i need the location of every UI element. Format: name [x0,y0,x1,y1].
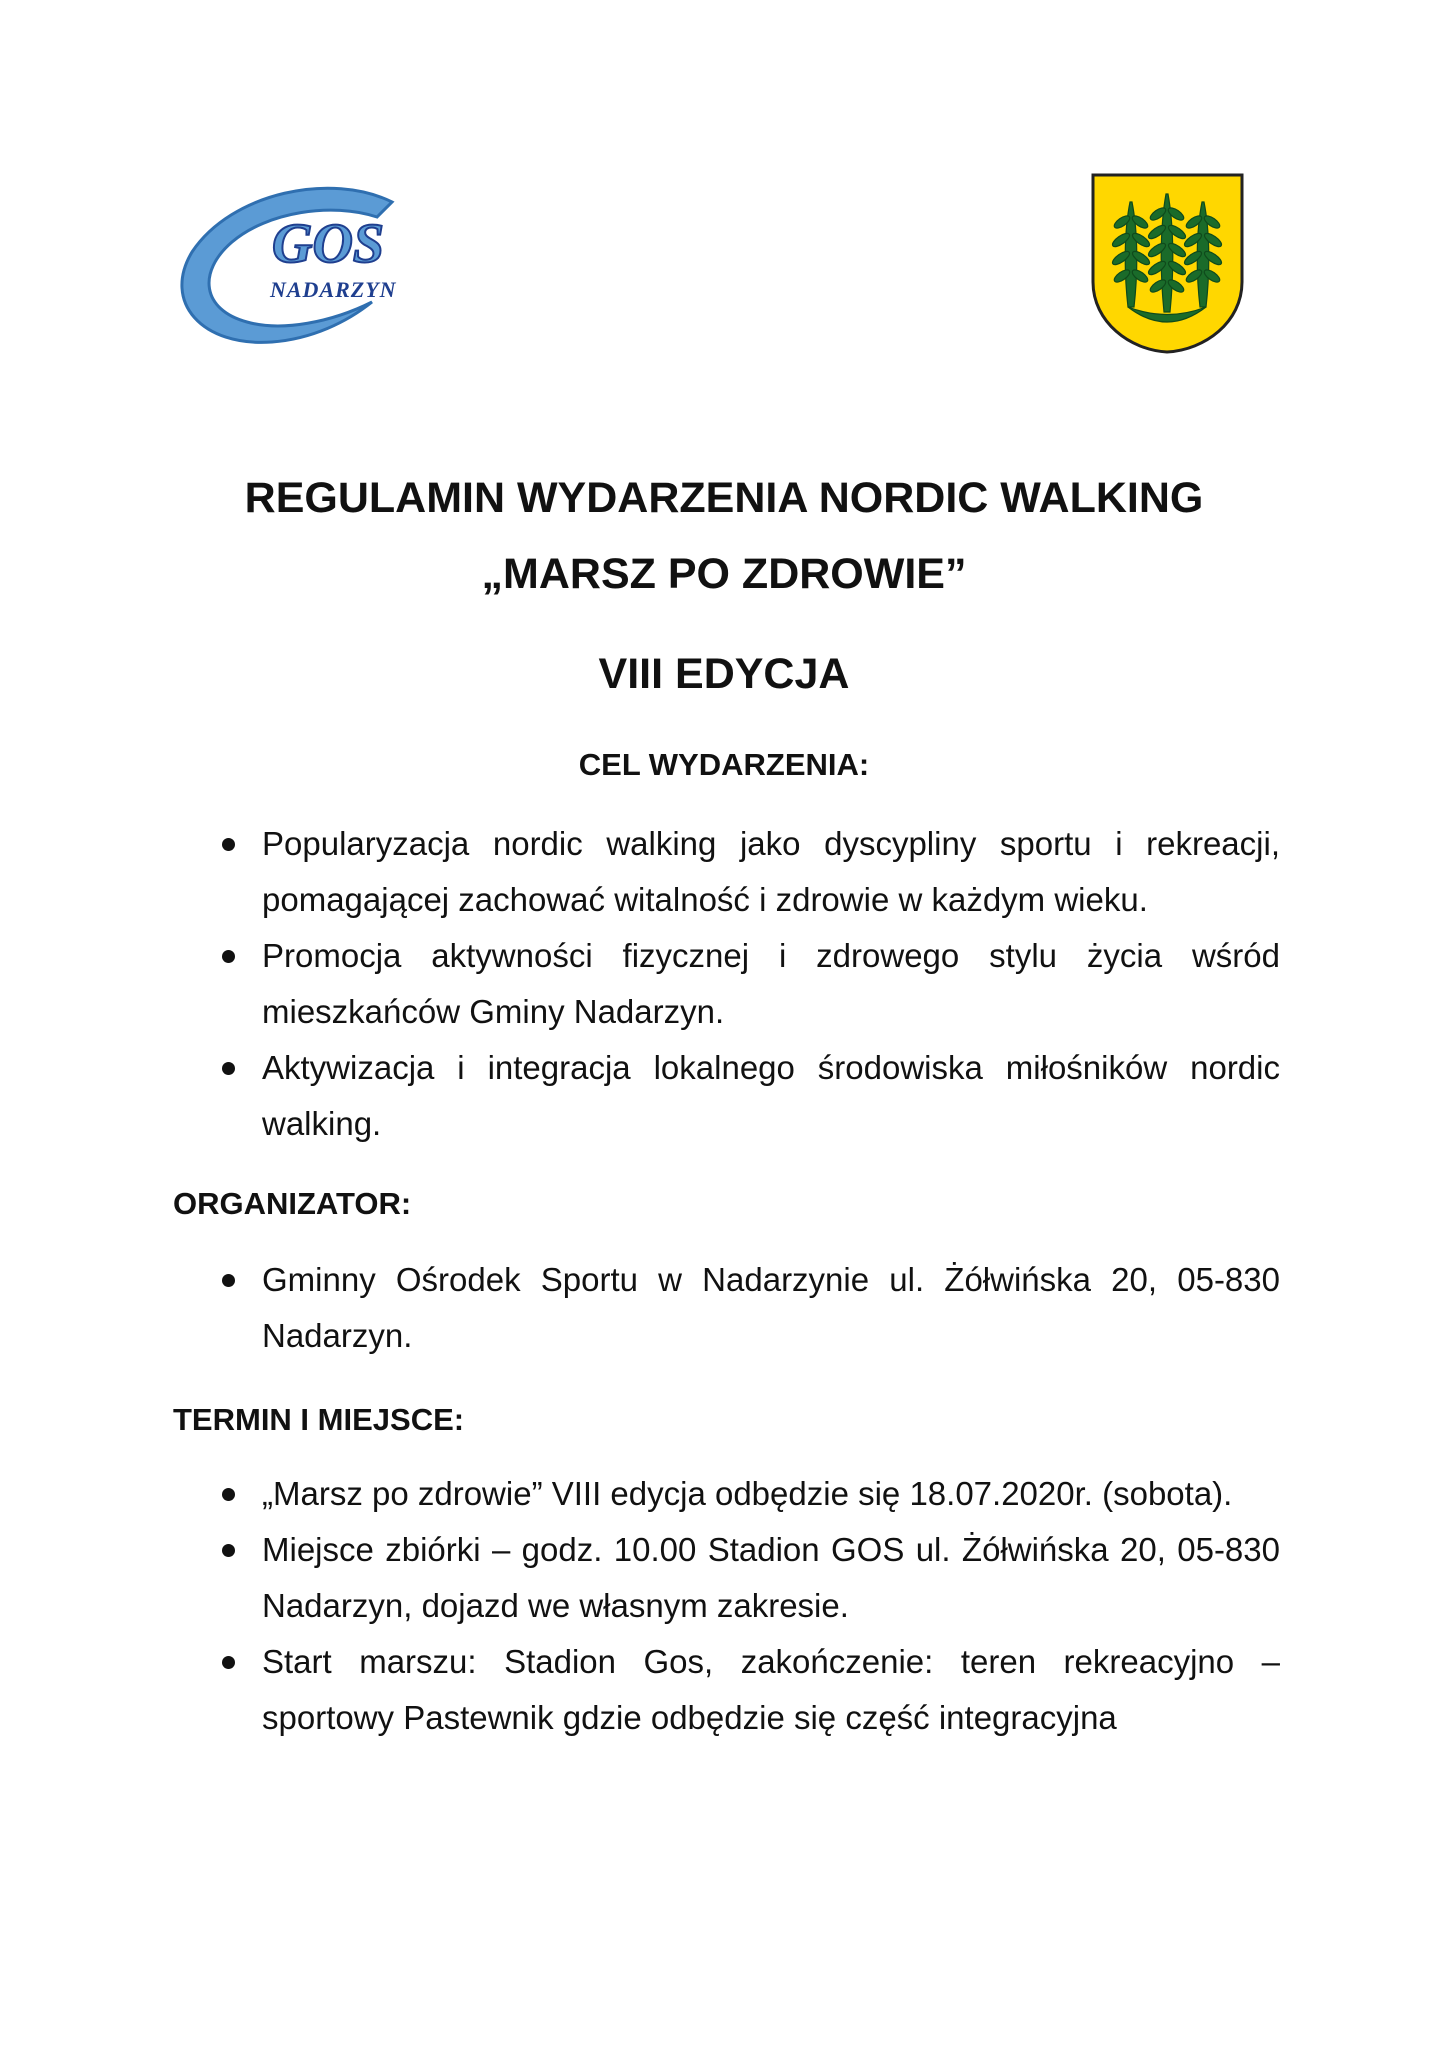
termin-list [0,1466,1280,1746]
section-title-organizator: ORGANIZATOR: [173,1186,412,1221]
document-title-line1: REGULAMIN WYDARZENIA NORDIC WALKING [244,474,1204,522]
gos-nadarzyn-logo-icon [172,172,472,357]
list-item: Miejsce zbiórki – godz. 10.00 Stadion GOS ul. Żółwińska 20, 05-830 Nadarzyn, dojazd we własnym zakresie. [0,1522,1280,1634]
list-item: Start marszu: Stadion Gos, zakończenie: teren rekreacyjno – sportowy Pastewnik gdzie odbędzie się część integracyjna [0,1634,1280,1746]
bullet-icon [222,838,235,851]
organizator-list [0,1252,1280,1364]
list-item: „Marsz po zdrowie” VIII edycja odbędzie się 18.07.2020r. (sobota). [0,1466,1280,1522]
bullet-icon [222,1544,235,1557]
list-item: Popularyzacja nordic walking jako dyscypliny sportu i rekreacji, pomagającej zachować witalność i zdrowie w każdym wieku. [0,816,1280,928]
document-title-line2: „MARSZ PO ZDROWIE” [481,550,967,598]
cel-list [0,816,1280,1152]
section-title-cel: CEL WYDARZENIA: [578,747,870,782]
bullet-icon [222,1488,235,1501]
bullet-icon [222,1274,235,1287]
coat-of-arms-icon [1090,172,1245,354]
list-item: Promocja aktywności fizycznej i zdrowego stylu życia wśród mieszkańców Gminy Nadarzyn. [0,928,1280,1040]
document-edition: VIII EDYCJA [598,650,850,698]
gos-logo-text: GOS [272,213,385,275]
bullet-icon [222,950,235,963]
bullet-icon [222,1656,235,1669]
bullet-icon [222,1062,235,1075]
gos-logo-subtext: NADARZYN [270,277,397,302]
list-item: Gminny Ośrodek Sportu w Nadarzynie ul. Żółwińska 20, 05-830 Nadarzyn. [0,1252,1280,1364]
list-item: Aktywizacja i integracja lokalnego środowiska miłośników nordic walking. [0,1040,1280,1152]
section-title-termin: TERMIN I MIEJSCE: [173,1402,465,1437]
